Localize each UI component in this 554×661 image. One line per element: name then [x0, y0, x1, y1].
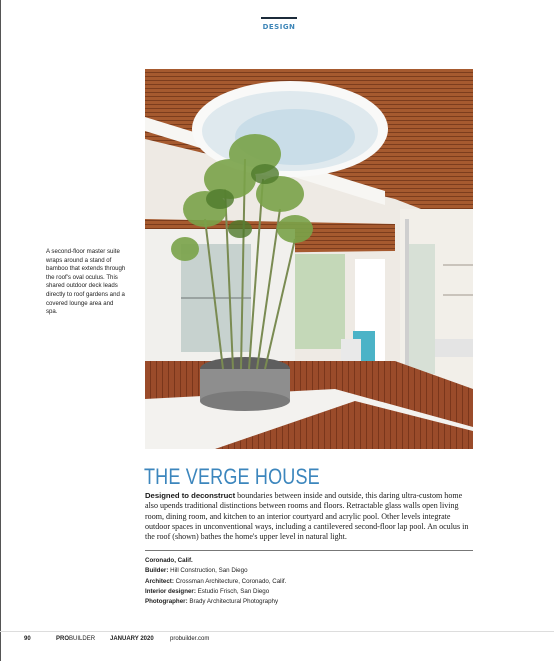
page-number: 90 — [24, 636, 31, 642]
issue-date: JANUARY 2020 — [110, 636, 154, 642]
magazine-name-bold: PRO — [56, 636, 70, 642]
footer-rule — [0, 631, 554, 632]
credit-value: Hill Construction, San Diego — [170, 567, 248, 575]
article-body-text: boundaries between inside and outside, this daring ultra-custom home also upends traditional distinctions between rooms and floors. Retractable glass walls open living room, dining room, and kitchen to an interior courtyard and acrylic pool. Other levels integrate outdoor spaces in unconventional ways, including a cantilevered second-floor lap pool. An oculus in the roof (shown) bathes the home's upper level in natural light. — [145, 491, 469, 542]
magazine-name-rest: BUILDER — [69, 636, 96, 642]
house-photo — [145, 69, 473, 449]
credits-location: Coronado, Calif. — [145, 557, 193, 564]
section-rule — [261, 17, 297, 19]
credit-value: Brady Architectural Photography — [189, 598, 279, 606]
credit-label: Photographer: — [145, 598, 188, 606]
credits-block — [145, 556, 445, 607]
article-title: THE VERGE HOUSE — [144, 464, 320, 489]
credit-row — [145, 577, 445, 587]
divider — [145, 550, 473, 551]
credit-label: Architect: — [145, 577, 174, 585]
magazine-name — [56, 636, 95, 642]
credit-value: Estudio Frisch, San Diego — [197, 587, 270, 595]
credit-row — [145, 587, 445, 597]
photo-caption: A second-floor master suite wraps around a stand of bamboo that extends through the roof's oval oculus. This shared outdoor deck leads directly to roof gardens and a covered lounge area and spa. — [46, 248, 126, 316]
section-label: DESIGN — [262, 23, 296, 31]
website-url: probuilder.com — [170, 636, 210, 642]
article-lead: Designed to deconstruct — [145, 491, 236, 500]
credit-label: Interior designer: — [145, 587, 196, 595]
credit-label: Builder: — [145, 567, 169, 575]
credit-row — [145, 597, 445, 607]
credit-value: Crossman Architecture, Coronado, Calif. — [175, 577, 287, 585]
credit-row — [145, 566, 445, 576]
page-edge — [0, 0, 1, 661]
article-body — [145, 491, 475, 542]
